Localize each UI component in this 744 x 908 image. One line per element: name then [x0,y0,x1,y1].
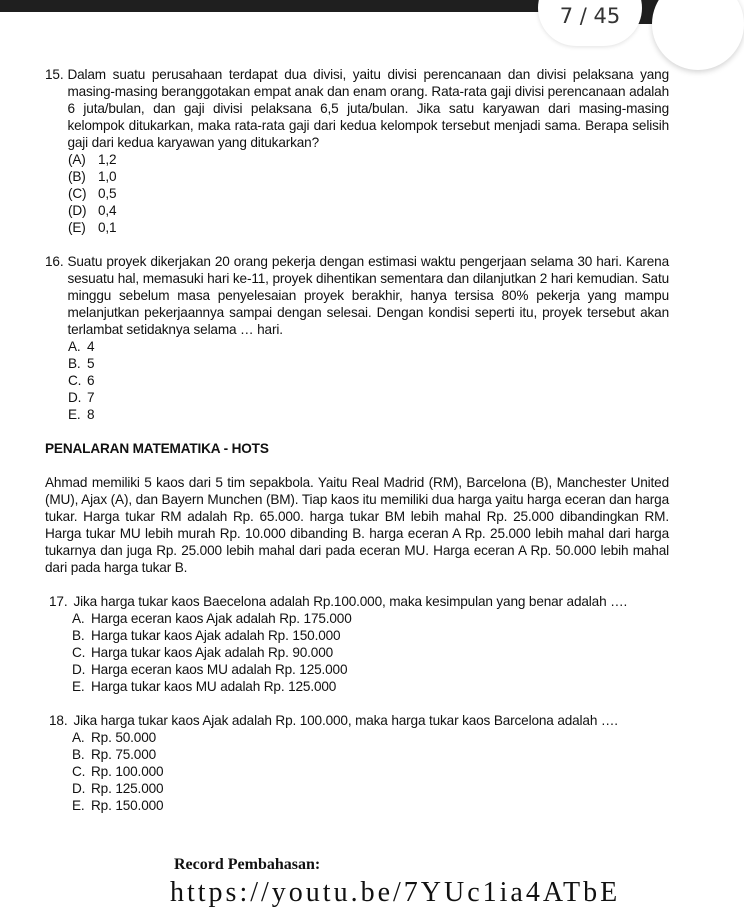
question-number: 17. [49,594,68,609]
option-label: D. [68,390,82,405]
question-18 [45,712,669,729]
section-passage: Ahmad memiliki 5 kaos dari 5 tim sepakbola. Yaitu Real Madrid (RM), Barcelona (B), Manchester United (MU), Ajax (A), dan Bayern Munchen (BM). Tiap kaos itu memiliki dua harga yaitu harga eceran dan harga tukar. Harga tukar RM adalah Rp. 65.000. harga tukar BM lebih mahal Rp. 25.000 dibandingkan RM. Harga tukar MU lebih murah Rp. 10.000 dibanding B. harga eceran A Rp. 25.000 lebih mahal dari harga tukarnya dan juga Rp. 25.000 lebih mahal dari pada eceran MU. Harga eceran A Rp. 50.000 lebih mahal dari pada harga tukar B. [45,475,669,575]
question-number: 18. [49,713,68,728]
option-d[interactable] [72,780,669,797]
option-c[interactable] [72,763,669,780]
option-a[interactable] [68,338,669,355]
option-label: (C) [68,186,87,201]
option-b[interactable] [72,746,669,763]
option-label: (A) [68,152,86,167]
option-c[interactable] [68,372,669,389]
page-indicator[interactable] [538,0,642,46]
option-label: E. [72,679,85,694]
document-page [45,66,669,814]
option-value: Harga eceran kaos Ajak adalah Rp. 175.000 [91,611,352,626]
option-b[interactable] [72,627,669,644]
option-label: B. [68,356,81,371]
question-text: Dalam suatu perusahaan terdapat dua divisi, yaitu divisi perencanaan dan divisi pelaksana yang masing-masing beranggotakan empat anak dan enam orang. Rata-rata gaji divisi perencanaan adalah 6 juta/bulan, dan gaji divisi pelaksana 6,5 juta/bulan. Jika satu karyawan dari masing-masing kelompok ditukarkan, maka rata-rata gaji dari kedua kelompok tersebut menjadi sama. Berapa selisih gaji dari kedua karyawan yang ditukarkan? [67,67,669,150]
option-label: (B) [68,169,86,184]
option-value: 7 [87,390,95,405]
option-value: Rp. 50.000 [91,730,157,745]
option-label: C. [72,764,86,779]
option-e[interactable] [72,797,669,814]
option-label: A. [68,339,81,354]
page-indicator-text: 7 / 45 [559,4,621,28]
option-label: E. [72,798,85,813]
option-label: A. [72,730,85,745]
option-value: 0,5 [98,186,117,201]
option-a[interactable] [68,151,669,168]
question-17 [45,593,669,610]
record-label: Record Pembahasan: [174,856,321,873]
question-number: 16. [45,254,64,269]
option-value: 1,0 [98,169,117,184]
question-number: 15. [45,67,64,82]
question-text: Jika harga tukar kaos Baecelona adalah Rp.100.000, maka kesimpulan yang benar adalah …. [73,594,628,609]
option-label: D. [72,781,86,796]
option-label: B. [72,747,85,762]
option-value: Rp. 125.000 [91,781,164,796]
option-c[interactable] [72,644,669,661]
option-label: C. [68,373,82,388]
question-18-options [72,729,669,814]
option-label: C. [72,645,86,660]
section-heading: PENALARAN MATEMATIKA - HOTS [45,441,269,456]
option-value: 6 [87,373,95,388]
option-label: A. [72,611,85,626]
question-17-options [72,610,669,695]
option-e[interactable] [68,406,669,423]
option-b[interactable] [68,168,669,185]
question-text: Suatu proyek dikerjakan 20 orang pekerja dengan estimasi waktu pengerjaan selama 30 hari. Karena sesuatu hal, memasuki hari ke-11, proyek dihentikan sementara dan dilanjutkan 2 hari kemudian. Satu minggu sebelum masa penyelesaian proyek berakhir, hanya tersisa 80% pekerja yang mampu melanjutkan pekerjaannya sampai dengan selesai. Dengan kondisi seperti itu, proyek tersebut akan terlambat setidaknya selama … hari. [67,254,669,337]
floating-action-button[interactable] [652,0,744,70]
option-b[interactable] [68,355,669,372]
option-value: Harga tukar kaos Ajak adalah Rp. 90.000 [91,645,334,660]
option-d[interactable] [68,202,669,219]
option-value: Harga eceran kaos MU adalah Rp. 125.000 [91,662,348,677]
option-d[interactable] [72,661,669,678]
option-a[interactable] [72,610,669,627]
option-label: (D) [68,203,87,218]
question-15 [45,66,669,151]
option-value: 1,2 [98,152,117,167]
option-value: 8 [87,407,95,422]
option-value: Harga tukar kaos MU adalah Rp. 125.000 [91,679,337,694]
question-16 [45,253,669,338]
option-label: B. [72,628,85,643]
question-15-options [68,151,669,236]
option-a[interactable] [72,729,669,746]
option-d[interactable] [68,389,669,406]
option-label: D. [72,662,86,677]
option-value: Rp. 100.000 [91,764,164,779]
option-e[interactable] [72,678,669,695]
option-value: Rp. 150.000 [91,798,164,813]
option-value: Harga tukar kaos Ajak adalah Rp. 150.000 [91,628,341,643]
option-value: Rp. 75.000 [91,747,157,762]
record-link-cutoff[interactable]: https://youtu.be/7YUc1ia4ATbE [170,877,621,908]
option-label: E. [68,407,81,422]
option-c[interactable] [68,185,669,202]
option-value: 0,4 [98,203,117,218]
option-e[interactable] [68,219,669,236]
option-value: 5 [87,356,95,371]
question-text: Jika harga tukar kaos Ajak adalah Rp. 100.000, maka harga tukar kaos Barcelona adalah …. [73,713,618,728]
option-value: 0,1 [98,220,117,235]
option-value: 4 [87,339,95,354]
top-bar [0,0,690,40]
option-label: (E) [68,220,86,235]
question-16-options [68,338,669,423]
